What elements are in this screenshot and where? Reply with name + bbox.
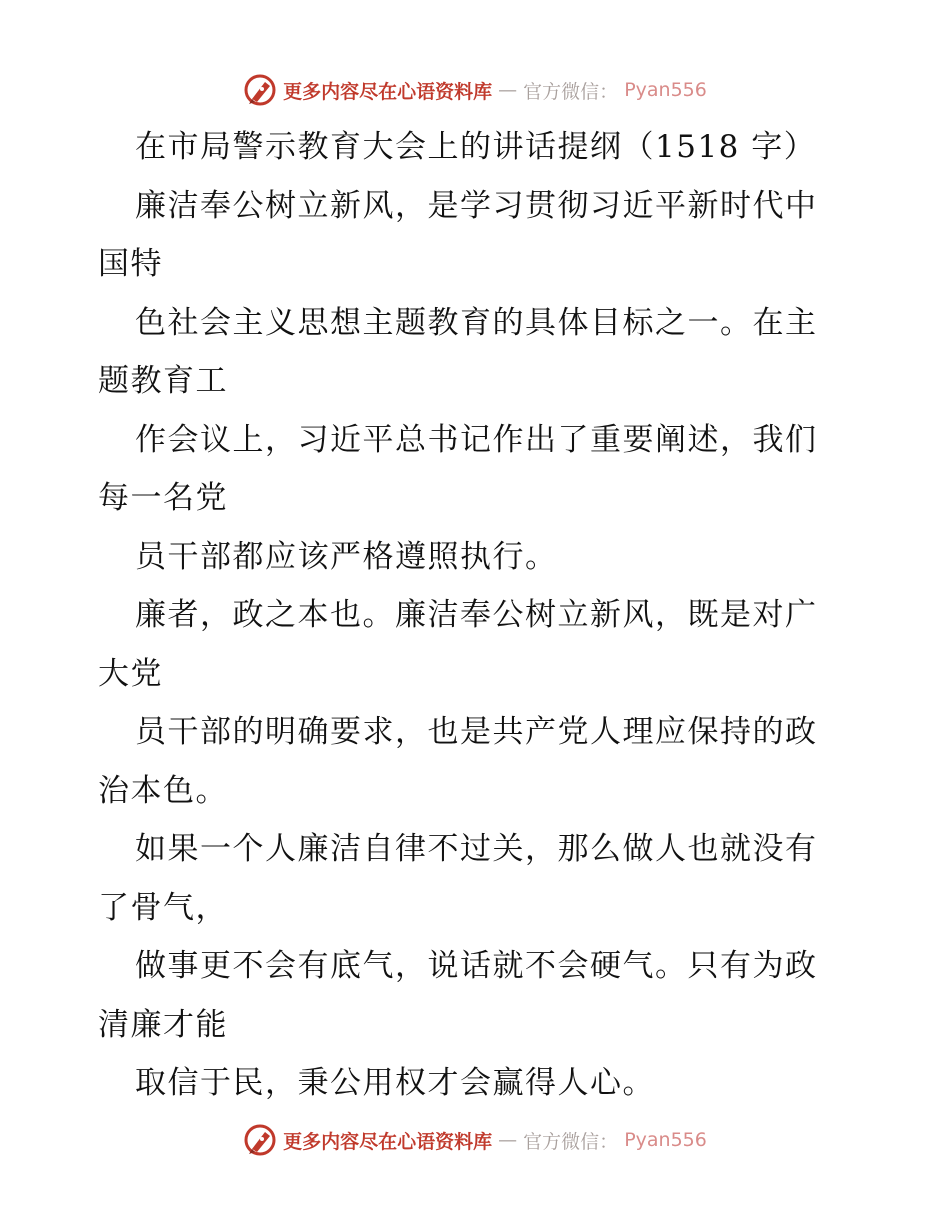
banner-main-text: 更多内容尽在心语资料库 (283, 80, 493, 103)
text-line: 每一名党 (98, 480, 228, 516)
text-line: 大党 (98, 655, 163, 692)
text-line: 取信于民，秉公用权才会赢得人心。 (135, 1065, 655, 1101)
banner-wechat-id: Pyan556 (624, 79, 707, 101)
text-line: 员干部的明确要求，也是共产党人理应保持的政 (135, 714, 818, 750)
banner-official-label: 官方微信： (523, 1130, 619, 1153)
document-title: 在市局警示教育大会上的讲话提纲（1518 字） (135, 129, 817, 165)
banner-main-text: 更多内容尽在心语资料库 (283, 1130, 493, 1153)
banner-separator: — (498, 1129, 518, 1151)
text-line: 清廉才能 (98, 1006, 228, 1043)
text-line: 题教育工 (98, 363, 228, 399)
text-line: 国特 (98, 246, 163, 282)
pen-nib-logo-icon (243, 1123, 277, 1157)
text-line: 如果一个人廉洁自律不过关，那么做人也就没有 (135, 831, 818, 867)
header-banner (0, 70, 950, 110)
text-line: 做事更不会有底气，说话就不会硬气。只有为政 (135, 948, 818, 984)
footer-banner (0, 1120, 950, 1160)
text-line: 治本色。 (98, 772, 228, 809)
text-line: 色社会主义思想主题教育的具体目标之一。在主 (135, 304, 818, 341)
text-line: 廉洁奉公树立新风，是学习贯彻习近平新时代中 (135, 187, 818, 224)
text-line: 员干部都应该严格遵照执行。 (135, 538, 558, 575)
text-line: 作会议上，习近平总书记作出了重要阐述，我们 (135, 421, 818, 458)
banner-wechat-id: Pyan556 (624, 1129, 707, 1151)
text-line: 了骨气， (98, 889, 228, 926)
text-line: 廉者，政之本也。廉洁奉公树立新风，既是对广 (135, 597, 818, 633)
document-body (98, 118, 858, 1113)
pen-nib-logo-icon (243, 73, 277, 107)
banner-official-label: 官方微信： (523, 80, 619, 103)
banner-separator: — (498, 79, 518, 101)
